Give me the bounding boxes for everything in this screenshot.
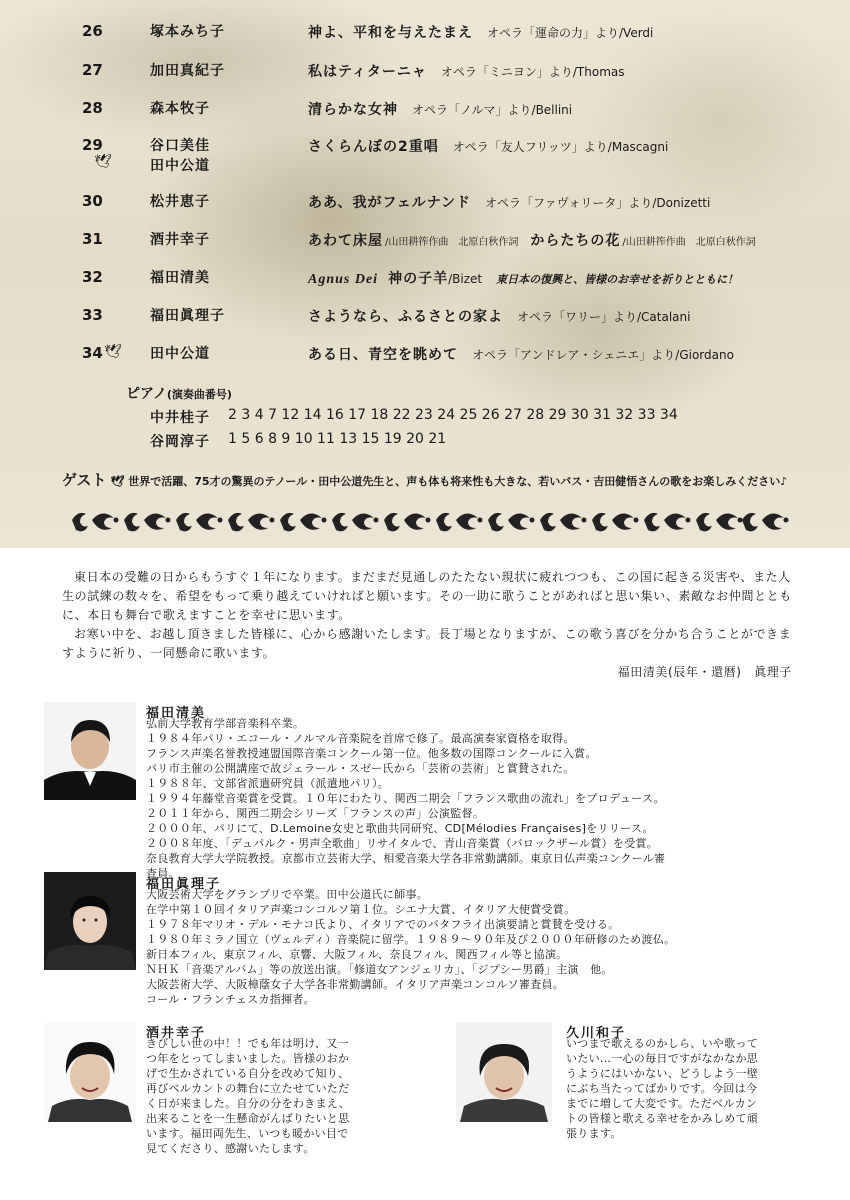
singer-name: 福田眞理子 [150, 308, 225, 324]
song-title [308, 22, 653, 42]
second-song-credit: /山田耕筰作曲 北原白秋作詞 [622, 237, 756, 248]
opera-credit: オペラ「ワリー」より/Catalani [517, 310, 691, 324]
program-number: 27 [82, 61, 103, 79]
bio-line: つ年をとってしまいました。皆様のおか [146, 1052, 350, 1065]
bio-name: 福田清美 [146, 706, 207, 721]
song-title [308, 61, 625, 81]
pianist-name: 中井桂子 [150, 410, 210, 426]
song-title [308, 344, 734, 364]
singer-name: 森本牧子 [150, 101, 210, 117]
song-name: 神の子羊 [388, 271, 449, 287]
bio-line: １９８０年ミラノ国立（ヴェルディ）音楽院に留学。１９８９～９０年及び２０００年研修のため渡仏。 [146, 933, 676, 946]
pianist-numbers: 1 5 6 8 9 10 11 13 15 19 20 21 [228, 431, 447, 447]
portrait-photo [44, 1022, 136, 1122]
bio-line: トの皆様と歌える幸せをかみしめて頑 [566, 1112, 759, 1125]
program-row [0, 61, 850, 101]
bio-line: 張ります。 [566, 1127, 622, 1140]
bio-name: 福田眞理子 [146, 877, 222, 892]
song-title [308, 230, 756, 250]
bio-name: 酒井幸子 [146, 1026, 207, 1041]
program-number: 32 [82, 268, 103, 286]
dedication-note: 東日本の復興と、皆様のお幸せを祈りとともに！ [496, 273, 739, 286]
pianist-name: 谷岡淳子 [150, 434, 210, 450]
bio-line: までに増して大変です。ただベルカン [566, 1097, 758, 1110]
song-title [308, 268, 738, 288]
message-paragraph: お寒い中を、お越し頂きました皆様に、心から感謝いたします。長丁場となりますが、この歌う喜びを分かち合うことができますように祈り、一同懸命に歌います。 [62, 627, 792, 660]
program-row [0, 268, 850, 308]
bio-text [146, 1036, 350, 1156]
singer-name: 田中公道 [150, 346, 210, 362]
guest-line [62, 469, 787, 490]
program-row [0, 192, 850, 232]
song-name: あわて床屋 [308, 233, 383, 249]
message-paragraph: 東日本の受難の日からもうすぐ１年になります。まだまだ見通しのたたない現状に疲れつつも、この国に起きる災害や、また人生の試練の数々を、希望をもって乗り越えていければと願います。その一助に歌うことがあればと思い集い、素敵なお仲間とともに、本日も舞台で歌えますことを幸せに思います。 [62, 570, 792, 622]
singer-name-1: 谷口美佳 [150, 138, 210, 154]
bio-line: ２００８年度、「デュパルク・男声全歌曲」リサイタルで、青山音楽賞（バロックザール賞）を受賞。 [146, 837, 659, 850]
bio-line: 弘前大学教育学部音楽科卒業。 [146, 717, 305, 730]
singer-name: 福田清美 [150, 270, 210, 286]
program-number: 33 [82, 306, 103, 324]
song-name: さくらんぼの2重唱 [308, 139, 439, 155]
program-number: 30 [82, 192, 103, 210]
bio-line: いたい…一心の毎日ですがなかなか思 [566, 1052, 759, 1065]
bio-line: く日が来ました。自分の分をわきまえ、 [146, 1097, 351, 1110]
song-name: 私はティターニャ [308, 64, 427, 80]
bio-text [146, 716, 665, 881]
program-number: 28 [82, 99, 103, 117]
song-title [308, 306, 690, 326]
greeting-message [62, 568, 792, 682]
bio-line: 奈良教育大学大学院教授。京都市立芸術大学、相愛音楽大学各非常勤講師。東京日仏声楽コンクール審 [146, 852, 666, 865]
bio-line: 大阪芸術大学、大阪樟蔭女子大学各非常勤講師。イタリア声楽コンコルソ審査員。 [146, 978, 565, 991]
singer-name: 酒井幸子 [150, 232, 210, 248]
bio-line: いつまで歌えるのかしら、いや歌って [566, 1037, 759, 1050]
floral-border [70, 506, 790, 534]
dove-icon: 🕊 [104, 344, 122, 360]
dove-icon: 🕊 [110, 475, 125, 488]
program-number: 29 [82, 136, 103, 154]
opera-credit: オペラ「運命の力」より/Verdi [487, 26, 654, 40]
song-credit: /山田耕筰作曲 北原白秋作詞 [385, 237, 519, 248]
program-number: 34 [82, 344, 103, 362]
song-title [308, 136, 668, 156]
bio-line: １９７８年マリオ・デル・モナコ氏より、イタリアでのバタフライ出演要請と賞賛を受ける。 [146, 918, 620, 931]
opera-credit: オペラ「友人フリッツ」より/Mascagni [452, 140, 669, 154]
bio-line: 査員。 [146, 867, 180, 880]
dove-icon: 🕊 [94, 154, 112, 170]
bio-line: 在学中第１０回イタリア声楽コンコルソ第１位。シエナ大賞、イタリア大使賞受賞。 [146, 903, 576, 916]
bio-line: １９８８年、文部省派遣研究員（派遣地パリ）。 [146, 777, 390, 790]
bio-text [146, 887, 675, 1007]
second-song-name: からたちの花 [530, 233, 621, 249]
bio-line: フランス声楽名誉教授連盟国際音楽コンクール第一位。他多数の国際コンクールに入賞。 [146, 747, 597, 760]
program-row [0, 22, 850, 62]
singer-name [150, 136, 210, 176]
program-row [0, 344, 850, 384]
bio-line: ＮＨＫ「音楽アルバム」等の放送出演。「修道女アンジェリカ」、「ジプシー男爵」主演 他。 [146, 963, 613, 976]
singer-name: 塚本みち子 [150, 24, 225, 40]
bio-line: コール・フランチェスカ指揮者。 [146, 993, 315, 1006]
singer-name: 加田真紀子 [150, 63, 225, 79]
program-row [0, 99, 850, 139]
program-row [0, 306, 850, 346]
bio-line: きびしい世の中！！でも年は明け、又一 [146, 1037, 349, 1050]
song-name: さようなら、ふるさとの家よ [308, 309, 503, 325]
message-signature: 福田清美(辰年・還暦) 眞理子 [617, 665, 792, 679]
bio-line: 大阪芸術大学をグランプリで卒業。田中公道氏に師事。 [146, 888, 429, 901]
piano-title: ピアノ [126, 386, 167, 402]
pianist-numbers: 2 3 4 7 12 14 16 17 18 22 23 24 25 26 27 28 29 30 31 32 33 34 [228, 407, 678, 423]
piano-subtitle: (演奏曲番号) [166, 388, 232, 401]
composer-credit: /Bizet [448, 272, 483, 286]
program-row [0, 230, 850, 270]
bio-line: 出来ることを一生懸命がんばりたいと思 [146, 1112, 350, 1125]
bio-line: にぶち当たってばかりです。今回は今 [566, 1082, 758, 1095]
bio-line: １９８４年パリ・エコール・ノルマル音楽院を首席で修了。最高演奏家資格を取得。 [146, 732, 575, 745]
latin-title: Agnus Dei [308, 272, 379, 287]
portrait-photo [44, 702, 136, 800]
song-name: ああ、我がフェルナンド [308, 195, 472, 211]
guest-text: 世界で活躍、75才の驚異のテノール・田中公道先生と、声も体も将来性も大きな、若いバス・吉田健悟さんの歌をお楽しみください♪ [128, 475, 788, 488]
program-row [0, 136, 850, 180]
song-title [308, 192, 710, 212]
song-name: 清らかな女神 [308, 102, 398, 118]
bio-line: 再びベルカントの舞台に立たせていただ [146, 1082, 350, 1095]
bio-line: げで生かされている自分を改めて知り、 [146, 1067, 350, 1080]
program-number: 31 [82, 230, 103, 248]
program-section [0, 0, 850, 548]
bio-line: 新日本フィル、東京フィル、京響、大阪フィル、奈良フィル、関西フィル等と協演。 [146, 948, 568, 961]
opera-credit: オペラ「ファヴォリータ」より/Donizetti [485, 196, 711, 210]
bio-line: １９９４年藤堂音楽賞を受賞。１０年にわたり、関西二期会「フランス歌曲の流れ」をプロデュース。 [146, 792, 665, 805]
song-name: ある日、青空を眺めて [308, 347, 458, 363]
song-title [308, 99, 572, 119]
piano-heading [126, 383, 232, 403]
opera-credit: オペラ「アンドレア・シェニエ」より/Giordano [472, 348, 734, 362]
singer-name: 松井恵子 [150, 194, 210, 210]
bio-name: 久川和子 [566, 1026, 627, 1041]
opera-credit: オペラ「ノルマ」より/Bellini [412, 103, 573, 117]
bio-line: ２０００年、パリにて、D.Lemoine女史と歌曲共同研究、CD[Mélodies Françaises]をリリース。 [146, 822, 654, 835]
portrait-photo [456, 1022, 552, 1122]
singer-name-2: 田中公道 [150, 158, 210, 174]
portrait-photo [44, 872, 136, 970]
bio-line: 見てくださり、感謝いたします。 [146, 1142, 315, 1155]
program-number: 26 [82, 22, 103, 40]
guest-label: ゲスト [62, 471, 107, 489]
bio-line: ２０１１年から、関西二期会シリーズ「フランスの声」公演監督。 [146, 807, 485, 820]
bio-line: パリ市主催の公開講座で故ジェラール・スゼー氏から「芸術の芸術」と賞賛された。 [146, 762, 575, 775]
bio-line: うようにはいかない、どうしよう一壁 [566, 1067, 759, 1080]
opera-credit: オペラ「ミニヨン」より/Thomas [440, 65, 625, 79]
song-name: 神よ、平和を与えたまえ [308, 25, 473, 41]
bio-text [566, 1036, 758, 1141]
bio-line: います。福田両先生、いつも暖かい目で [146, 1127, 349, 1140]
